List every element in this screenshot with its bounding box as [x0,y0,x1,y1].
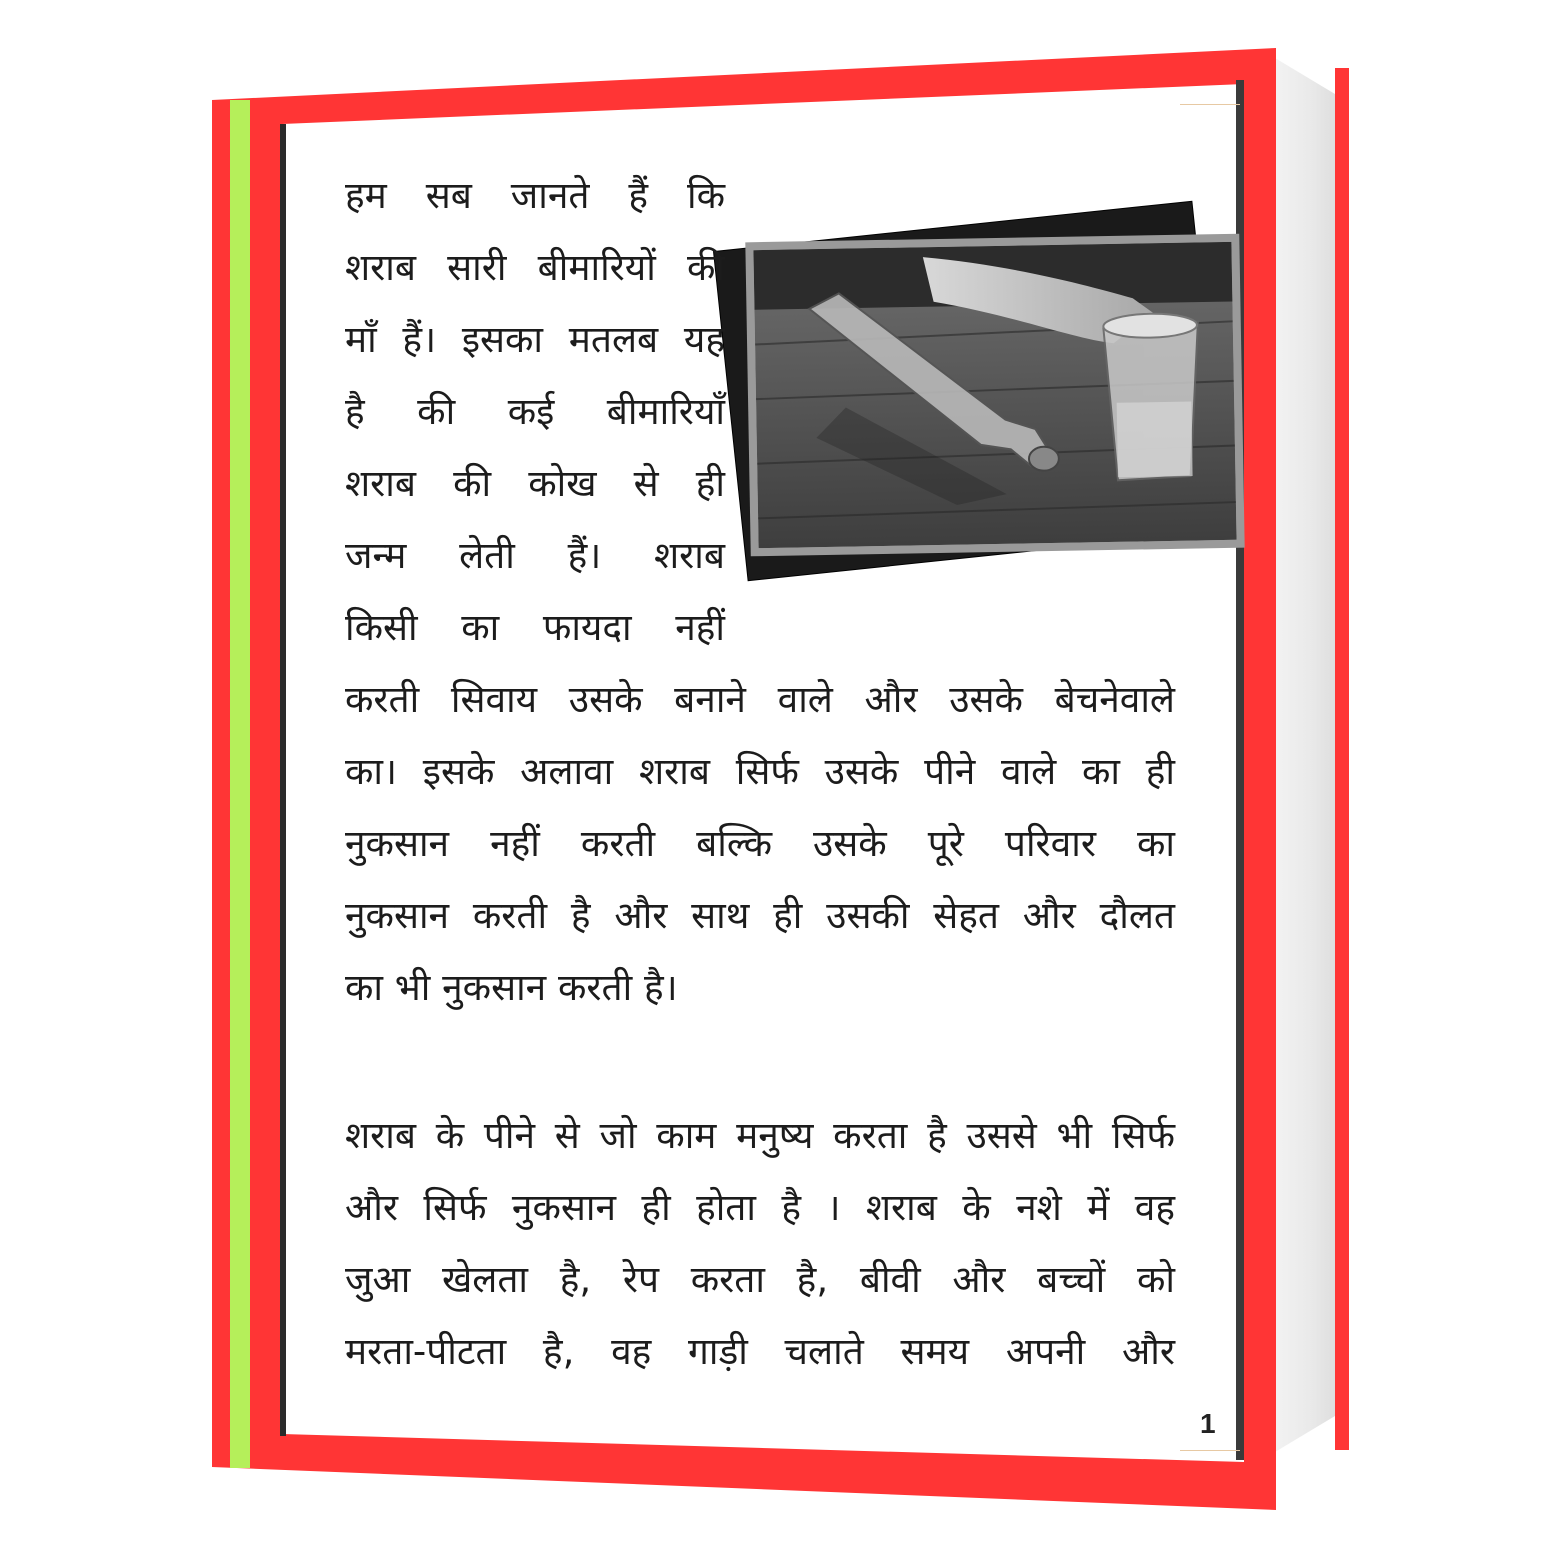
paragraph-2 [345,1100,1175,1388]
red-stripe [250,100,280,1468]
text-line: करती सिवाय उसके बनाने वाले और उसके बेचनेवाले [345,678,1175,721]
text-line: का भी नुकसान करती है। [345,966,678,1009]
text-line: हम सब जानते हैं कि [345,174,725,217]
bottom-rule [1180,1450,1240,1451]
photo-image [753,242,1236,548]
text-line: है की कई बीमारियाँ [345,390,725,433]
text-line: माँ हैं। इसका मतलब यह [345,318,725,361]
page-number: 1 [1200,1408,1216,1439]
text-line: मरता-पीटता है, वह गाड़ी चलाते समय अपनी और [345,1330,1175,1373]
text-line: जुआ खेलता है, रेप करता है, बीवी और बच्चों को [345,1258,1175,1301]
page-left-edge [280,124,286,1436]
text-line: किसी का फायदा नहीं [345,606,725,649]
text-line: शराब की कोख से ही [345,462,725,505]
green-stripe [230,100,250,1468]
text-line: शराब के पीने से जो काम मनुष्य करता है उससे भी सिर्फ [345,1114,1175,1157]
text-line: और सिर्फ नुकसान ही होता है । शराब के नशे में वह [345,1186,1175,1229]
text-line: का। इसके अलावा शराब सिर्फ उसके पीने वाले का ही [345,750,1175,793]
text-line: जन्म लेती हैं। शराब [345,534,725,577]
page-edges [1270,55,1340,1455]
text-line: नुकसान करती है और साथ ही उसकी सेहत और दौलत [345,894,1175,937]
back-cover-edge [1335,68,1349,1450]
top-rule [1180,104,1240,105]
paragraph-1-continued [345,664,1175,1024]
paragraph-1-intro [345,160,725,664]
text-line: नुकसान नहीं करती बल्कि उसके पूरे परिवार का [345,822,1175,865]
text-line: शराब सारी बीमारियों की [345,246,725,289]
bottle-and-glass-photo [745,234,1244,557]
